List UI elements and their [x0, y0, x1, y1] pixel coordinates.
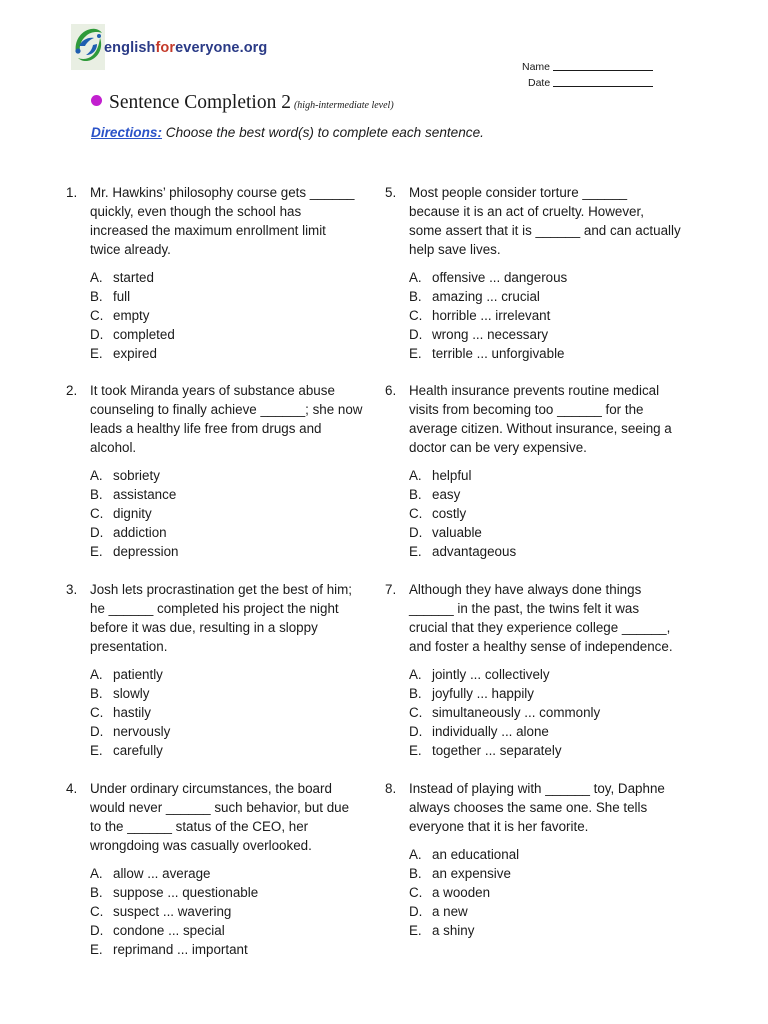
answer-option[interactable] [90, 741, 386, 760]
answer-option[interactable] [90, 287, 386, 306]
answer-option[interactable] [409, 845, 705, 864]
option-letter: E. [409, 923, 422, 938]
answer-option[interactable] [90, 902, 386, 921]
option-text: expired [113, 346, 157, 361]
option-letter: B. [90, 686, 103, 701]
option-text: horrible ... irrelevant [432, 308, 551, 323]
option-text: individually ... alone [432, 724, 549, 739]
question-text: Most people consider torture ______ because it is an act of cruelty. However, some assert that it is ______ and can actually help save lives. [409, 185, 681, 257]
question-number: 6. [385, 383, 397, 398]
option-letter: A. [409, 847, 422, 862]
question-item [385, 580, 705, 760]
logo-text-everyone: everyone.org [175, 40, 268, 56]
answer-option[interactable] [90, 523, 386, 542]
logo-text-for: for [155, 40, 176, 56]
answer-option[interactable] [409, 325, 705, 344]
option-letter: D. [90, 923, 104, 938]
answer-options [90, 665, 386, 760]
option-letter: B. [90, 885, 103, 900]
option-text: full [113, 289, 131, 304]
answer-option[interactable] [409, 921, 705, 940]
option-letter: E. [90, 942, 103, 957]
option-text: empty [113, 308, 150, 323]
option-text: wrong ... necessary [432, 327, 549, 342]
answer-option[interactable] [90, 883, 386, 902]
question-text: Josh lets procrastination get the best of him; he ______ completed his project the night before it was due, resulting in a sloppy presentation. [90, 582, 353, 654]
logo-text-english: english [104, 40, 156, 56]
option-letter: B. [409, 487, 422, 502]
option-text: condone ... special [113, 923, 225, 938]
level-text: (high-intermediate level) [293, 100, 394, 111]
option-letter: B. [90, 487, 103, 502]
directions [91, 125, 484, 140]
question-item [66, 183, 386, 363]
question-item [385, 183, 705, 363]
option-text: patiently [113, 667, 163, 682]
answer-option[interactable] [409, 268, 705, 287]
option-text: hastily [113, 705, 151, 720]
option-text: amazing ... crucial [432, 289, 540, 304]
option-letter: E. [409, 544, 422, 559]
answer-option[interactable] [409, 684, 705, 703]
answer-option[interactable] [90, 306, 386, 325]
question-text: Instead of playing with ______ toy, Daphne always chooses the same one. She tells everyone that it is her favorite. [409, 781, 665, 834]
answer-option[interactable] [409, 344, 705, 363]
option-letter: B. [409, 289, 422, 304]
name-row [522, 59, 653, 75]
question-number: 2. [66, 383, 78, 398]
answer-option[interactable] [409, 883, 705, 902]
option-letter: D. [409, 904, 423, 919]
answer-options [90, 466, 386, 561]
option-text: nervously [113, 724, 171, 739]
option-letter: D. [409, 525, 423, 540]
option-text: a wooden [432, 885, 491, 900]
answer-option[interactable] [409, 542, 705, 561]
answer-option[interactable] [409, 703, 705, 722]
question-item [66, 779, 386, 959]
option-letter: D. [90, 724, 104, 739]
title-bullet-icon [91, 95, 102, 106]
option-text: a shiny [432, 923, 475, 938]
option-letter: C. [90, 506, 104, 521]
answer-option[interactable] [90, 684, 386, 703]
site-logo [70, 24, 290, 74]
option-text: easy [432, 487, 461, 502]
option-text: suspect ... wavering [113, 904, 232, 919]
option-text: jointly ... collectively [432, 667, 550, 682]
option-text: completed [113, 327, 175, 342]
option-letter: C. [409, 885, 423, 900]
answer-option[interactable] [409, 523, 705, 542]
option-letter: E. [409, 743, 422, 758]
option-text: reprimand ... important [113, 942, 248, 957]
option-text: an educational [432, 847, 520, 862]
option-letter: D. [90, 525, 104, 540]
question-text: It took Miranda years of substance abuse counseling to finally achieve ______; she now leads a healthy life free from drugs and alcohol. [90, 383, 363, 455]
answer-option[interactable] [90, 542, 386, 561]
answer-options [409, 665, 705, 760]
option-letter: E. [90, 544, 103, 559]
option-letter: C. [90, 705, 104, 720]
question-number: 5. [385, 185, 397, 200]
question-number: 4. [66, 781, 78, 796]
option-text: slowly [113, 686, 150, 701]
option-text: sobriety [113, 468, 160, 483]
option-letter: C. [409, 506, 423, 521]
answer-option[interactable] [90, 504, 386, 523]
option-text: addiction [113, 525, 167, 540]
name-date-block [522, 59, 653, 91]
answer-option[interactable] [409, 864, 705, 883]
answer-option[interactable] [409, 665, 705, 684]
question-item [66, 381, 386, 561]
answer-option[interactable] [409, 466, 705, 485]
directions-label: Directions: [91, 125, 163, 140]
question-text: Mr. Hawkins’ philosophy course gets ______ quickly, even though the school has increased the maximum enrollment limit twice already. [90, 185, 355, 257]
option-text: costly [432, 506, 467, 521]
option-text: assistance [113, 487, 177, 502]
option-letter: C. [409, 308, 423, 323]
logo-wordmark [104, 40, 267, 56]
answer-option[interactable] [409, 306, 705, 325]
question-number: 3. [66, 582, 78, 597]
answer-option[interactable] [409, 485, 705, 504]
option-text: an expensive [432, 866, 511, 881]
answer-option[interactable] [90, 921, 386, 940]
name-label: Name [522, 61, 551, 73]
option-letter: B. [409, 686, 422, 701]
option-text: depression [113, 544, 179, 559]
date-blank-line [553, 75, 653, 87]
option-letter: E. [90, 346, 103, 361]
option-letter: C. [90, 308, 104, 323]
answer-option[interactable] [90, 268, 386, 287]
option-text: terrible ... unforgivable [432, 346, 565, 361]
title-text: Sentence Completion 2 [109, 92, 291, 113]
option-letter: A. [90, 468, 103, 483]
date-row [522, 75, 653, 91]
option-letter: C. [409, 705, 423, 720]
option-text: helpful [432, 468, 472, 483]
option-text: suppose ... questionable [113, 885, 259, 900]
answer-option[interactable] [409, 722, 705, 741]
question-text: Health insurance prevents routine medical visits from becoming too ______ for the average citizen. Without insurance, seeing a doctor can be very expensive. [409, 383, 672, 455]
option-letter: A. [409, 270, 422, 285]
answer-options [409, 268, 705, 363]
question-number: 1. [66, 185, 78, 200]
option-text: a new [432, 904, 468, 919]
answer-options [90, 268, 386, 363]
option-letter: D. [90, 327, 104, 342]
option-letter: A. [90, 270, 103, 285]
option-letter: A. [90, 667, 103, 682]
answer-option[interactable] [409, 504, 705, 523]
option-text: dignity [113, 506, 152, 521]
answer-options [90, 864, 386, 959]
name-blank-line [553, 59, 653, 71]
answer-option[interactable] [409, 902, 705, 921]
question-number: 8. [385, 781, 397, 796]
option-letter: A. [409, 667, 422, 682]
question-item [66, 580, 386, 760]
question-text: Although they have always done things ______ in the past, the twins felt it was crucial that they experience college ______, and foster a healthy sense of independence. [409, 582, 673, 654]
option-letter: B. [409, 866, 422, 881]
option-letter: D. [409, 327, 423, 342]
answer-option[interactable] [90, 864, 386, 883]
answer-options [409, 845, 705, 940]
logo-globe-icon [70, 24, 106, 70]
option-text: joyfully ... happily [432, 686, 534, 701]
question-text: Under ordinary circumstances, the board would never ______ such behavior, but due to the ______ status of the CEO, her wrongdoing was casually overlooked. [90, 781, 350, 853]
answer-option[interactable] [90, 722, 386, 741]
option-letter: C. [90, 904, 104, 919]
option-letter: A. [90, 866, 103, 881]
answer-option[interactable] [90, 466, 386, 485]
option-letter: B. [90, 289, 103, 304]
option-letter: A. [409, 468, 422, 483]
answer-option[interactable] [409, 741, 705, 760]
directions-text: Choose the best word(s) to complete each sentence. [165, 125, 484, 140]
option-letter: E. [90, 743, 103, 758]
option-text: together ... separately [432, 743, 562, 758]
option-letter: D. [409, 724, 423, 739]
worksheet-title [91, 92, 394, 114]
option-text: valuable [432, 525, 482, 540]
answer-option[interactable] [90, 665, 386, 684]
question-item [385, 779, 705, 940]
option-text: advantageous [432, 544, 517, 559]
option-text: started [113, 270, 154, 285]
answer-option[interactable] [90, 344, 386, 363]
question-number: 7. [385, 582, 397, 597]
date-label: Date [528, 77, 551, 89]
answer-option[interactable] [90, 485, 386, 504]
option-letter: E. [409, 346, 422, 361]
option-text: allow ... average [113, 866, 211, 881]
answer-option[interactable] [90, 703, 386, 722]
option-text: simultaneously ... commonly [432, 705, 601, 720]
question-item [385, 381, 705, 561]
answer-options [409, 466, 705, 561]
answer-option[interactable] [90, 940, 386, 959]
option-text: offensive ... dangerous [432, 270, 568, 285]
answer-option[interactable] [90, 325, 386, 344]
option-text: carefully [113, 743, 163, 758]
answer-option[interactable] [409, 287, 705, 306]
